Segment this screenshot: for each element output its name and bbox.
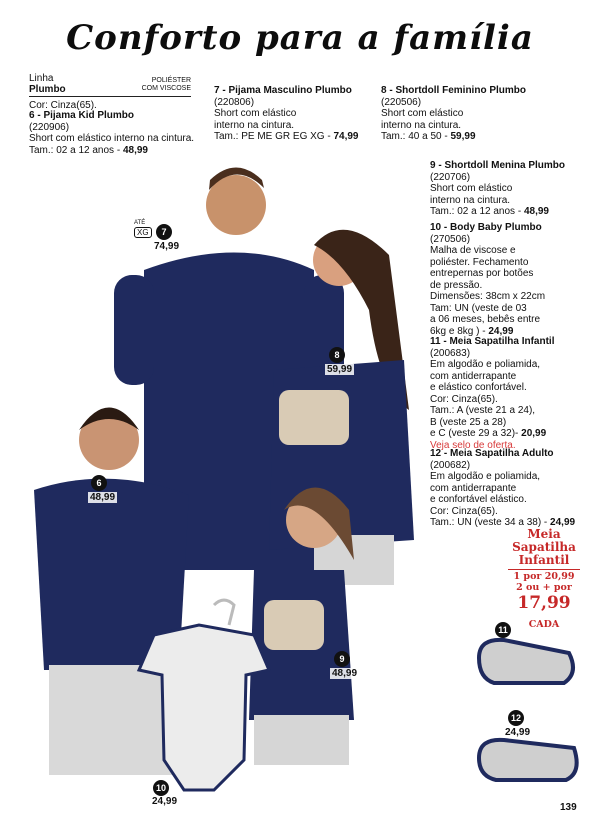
item-7-name: 7 - Pijama Masculino Plumbo [214,85,352,96]
item-9-price: 48,99 [523,206,549,217]
item-7-info [214,85,374,143]
line-name: Plumbo [29,84,66,95]
item-6-desc: Short com elástico interno na cintura. [29,133,195,144]
item-12-last: Tam.: UN (veste 34 a 38) - [430,517,551,528]
item-12-l2: e confortável elástico. [430,494,527,505]
item-8-desc1: Short com elástico [381,108,464,119]
line-material: POLIÉSTER COM VISCOSE [141,77,191,92]
item-6-code: (220906) [29,121,70,133]
badge-10: 10 [153,780,169,796]
item-7-desc1: Short com elástico [214,108,297,119]
hanger [214,600,234,625]
item-7-price: 74,99 [333,131,359,142]
badge-12: 12 [508,710,524,726]
item-8-name: 8 - Shortdoll Feminino Plumbo [381,85,526,96]
line-color: Cor: Cinza(65). [29,100,97,111]
item-11-l3: Cor: Cinza(65). [430,393,498,405]
promo-line-2: 2 ou + por [516,581,572,593]
item-8-code: (220506) [381,96,422,108]
badge-10-price: 24,99 [152,796,178,807]
item-12-price: 24,99 [550,517,576,528]
item-11-name: 11 - Meia Sapatilha Infantil [430,336,555,347]
badge-6-price: 48,99 [90,492,116,503]
item-9-desc1: Short com elástico [430,183,513,194]
item-8-size: Tam.: 40 a 50 - [381,131,451,142]
item-10-l0: Malha de viscose e [430,245,516,256]
item-10-l6: a 06 meses, bebês entre [430,314,541,325]
page-title: Conforto para a família [66,18,534,58]
promo-price: 17,99 [517,593,571,613]
item-10-l2: entrepernas por botões [430,268,534,279]
item-11-l5: B (veste 25 a 28) [430,416,507,428]
promo-title-1: Meia [527,527,561,541]
line-label: Linha [29,73,54,84]
size-tag-note: ATÉ [134,220,146,226]
item-10-l4: Dimensões: 38cm x 22cm [430,291,546,302]
adult-sock [479,740,577,780]
line-divider [29,96,191,97]
item-9-size: Tam.: 02 a 12 anos - [430,206,524,217]
item-10-name: 10 - Body Baby Plumbo [430,222,542,233]
item-10-price: 24,99 [488,325,514,337]
item-11-l4: Tam.: A (veste 21 a 24), [430,405,536,416]
badge-8: 8 [329,347,345,363]
item-11-last: e C (veste 29 a 32)- [430,428,522,439]
badge-11: 11 [495,622,511,638]
item-10-l3: de pressão. [430,279,483,291]
item-11-note: Veja selo de oferta. [430,439,516,451]
item-10-code: (270506) [430,233,471,245]
item-12-name: 12 - Meia Sapatilha Adulto [430,448,554,459]
item-12-l3: Cor: Cinza(65). [430,505,498,517]
badge-7-price: 74,99 [154,241,180,252]
item-7-size: Tam.: PE ME GR EG XG - [214,131,334,142]
item-11-l2: e elástico confortável. [430,382,527,393]
item-10-l5: Tam: UN (veste de 03 [430,302,527,314]
item-11-l1: com antiderrapante [430,370,517,382]
item-7-code: (220806) [214,96,255,108]
item-12-code: (200682) [430,459,471,471]
item-8-desc2: interno na cintura. [381,119,462,131]
item-9-desc2: interno na cintura. [430,194,511,206]
item-9-code: (220706) [430,171,471,183]
badge-9-price: 48,99 [332,668,358,679]
item-11-price: 20,99 [521,428,547,439]
line-header [29,73,191,111]
family-photo [14,150,474,820]
promo-unit: CADA [528,619,560,630]
promo-line-1: 1 por 20,99 [513,571,575,582]
item-7-desc2: interno na cintura. [214,119,295,131]
item-6-size: Tam.: 02 a 12 anos - [29,144,123,156]
kid-sock [479,640,573,683]
socks-illustration [474,628,584,788]
badge-7: 7 [156,224,172,240]
promo-seal [500,528,588,631]
item-6-name: 6 - Pijama Kid Plumbo [29,110,135,121]
item-6-price: 48,99 [122,144,148,156]
page-number: 139 [560,802,577,813]
item-10-last: 6kg e 8kg ) - [430,325,489,337]
item-11-l0: Em algodão e poliamida, [430,359,541,370]
item-12-l0: Em algodão e poliamida, [430,471,541,482]
boy-shorts [49,665,174,775]
badge-8-price: 59,99 [327,364,353,375]
item-12-l1: com antiderrapante [430,482,517,494]
badge-9: 9 [334,651,350,667]
promo-title-3: Infantil [518,553,570,567]
item-8-price: 59,99 [450,131,476,142]
item-10-l1: poliéster. Fechamento [430,256,529,268]
size-tag: XG [134,227,152,238]
badge-6: 6 [91,475,107,491]
item-8-info [381,85,551,143]
item-11-code: (200683) [430,347,471,359]
item-9-name: 9 - Shortdoll Menina Plumbo [430,160,565,171]
badge-12-price: 24,99 [505,727,531,738]
promo-title-2: Sapatilha [512,540,576,554]
